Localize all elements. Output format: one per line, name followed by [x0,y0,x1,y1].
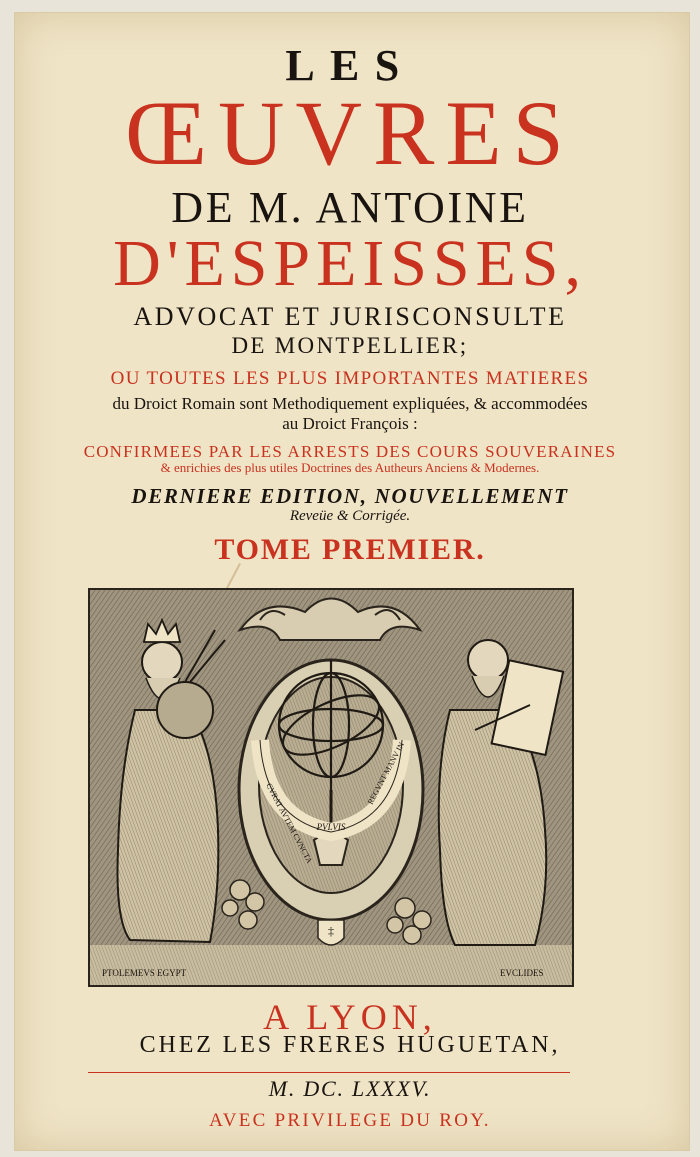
subtitle-line-matieres: OU TOUTES LES PLUS IMPORTANTES MATIERES [110,368,590,389]
svg-text:‡: ‡ [328,924,334,938]
subtitle-line-enrichies: & enrichies des plus utiles Doctrines des Autheurs Anciens & Modernes. [160,460,540,475]
imprint-publisher: CHEZ LES FRERES HUGUETAN, [139,1032,561,1058]
caption-euclid: EVCLIDES [500,968,544,978]
motto-right: REGVNT MANV IN [365,740,407,806]
title-line-advocat: ADVOCAT ET JURISCONSULTE [133,302,567,331]
engraving-artwork [90,590,572,985]
title-line-despeisses: D'ESPEISSES, [113,227,587,300]
imprint-rule [88,1072,570,1073]
subtitle-line-droict-francois: au Droict François : [282,414,418,433]
imprint-place: A LYON, [263,997,437,1037]
title-line-oeuvres: ŒUVRES [125,82,575,184]
edition-reveue-line: Reveüe & Corrigée. [289,508,411,524]
engraving-frontispiece [88,588,574,987]
title-line-montpellier: DE MONTPELLIER; [231,333,469,358]
title-line-author-name: DE M. ANTOINE [171,183,529,232]
subtitle-line-droict-romain: du Droict Romain sont Methodiquement expliquées, & accommodées [112,394,588,413]
imprint-privilege: AVEC PRIVILEGE DU ROY. [209,1110,491,1131]
title-line-les: LES [285,41,415,90]
subtitle-line-confirmees: CONFIRMEES PAR LES ARRESTS DES COURS SOUVERAINES [83,442,617,461]
motto-left: CVRAT AVTEM CVNCTA [264,781,315,865]
caption-ptolemy: PTOLEMEVS EGYPT [102,968,187,978]
globe-icon [157,682,213,738]
volume-line: TOME PREMIER. [214,533,486,566]
imprint-date: M. DC. LXXXV. [268,1076,432,1101]
motto-bottom: PVLVIS [316,822,346,832]
edition-line: DERNIERE EDITION, NOUVELLEMENT [131,484,569,508]
